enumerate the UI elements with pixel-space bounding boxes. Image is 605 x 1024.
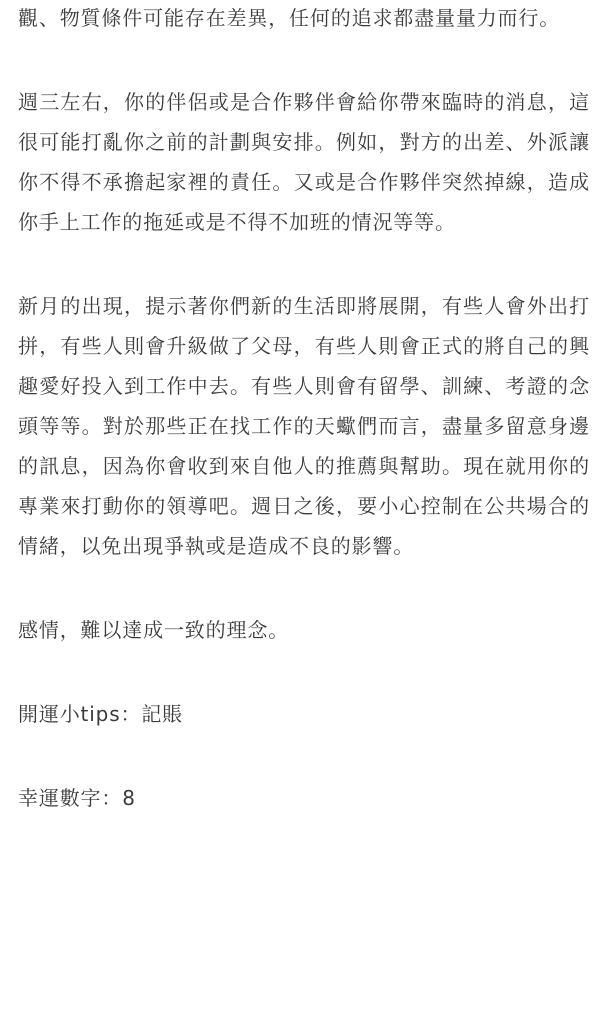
paragraph-wednesday: 週三左右，你的伴侶或是合作夥伴會給你帶來臨時的消息，這很可能打亂你之前的計劃與安排。例如，對方的出差、外派讓你不得不承擔起家裡的責任。又或是合作夥伴突然掉線，造成你手上工作的拖延或是不得不加班的情況等等。 <box>18 90 590 234</box>
paragraph-love: 感情，難以達成一致的理念。 <box>18 618 290 642</box>
lucky-number: 幸運數字：8 <box>18 786 136 810</box>
paragraph-intro-continuation: 觀、物質條件可能存在差異，任何的追求都盡量量力而行。 <box>18 6 561 30</box>
paragraph-spacer <box>18 242 590 286</box>
paragraph-spacer <box>18 734 590 778</box>
paragraph-spacer <box>18 650 590 694</box>
lucky-tips: 開運小tips：記賬 <box>18 702 184 726</box>
paragraph-spacer <box>18 566 590 610</box>
paragraph-new-moon: 新月的出現，提示著你們新的生活即將展開，有些人會外出打拼，有些人則會升級做了父母，有些人則會正式的將自己的興趣愛好投入到工作中去。有些人則會有留學、訓練、考證的念頭等等。對於那些正在找工作的天蠍們而言，盡量多留意身邊的訊息，因為你會收到來自他人的推薦與幫助。現在就用你的專業來打動你的領導吧。週日之後，要小心控制在公共場合的情緒，以免出現爭執或是造成不良的影響。 <box>18 294 590 558</box>
article-body <box>18 0 590 818</box>
paragraph-spacer <box>18 38 590 82</box>
